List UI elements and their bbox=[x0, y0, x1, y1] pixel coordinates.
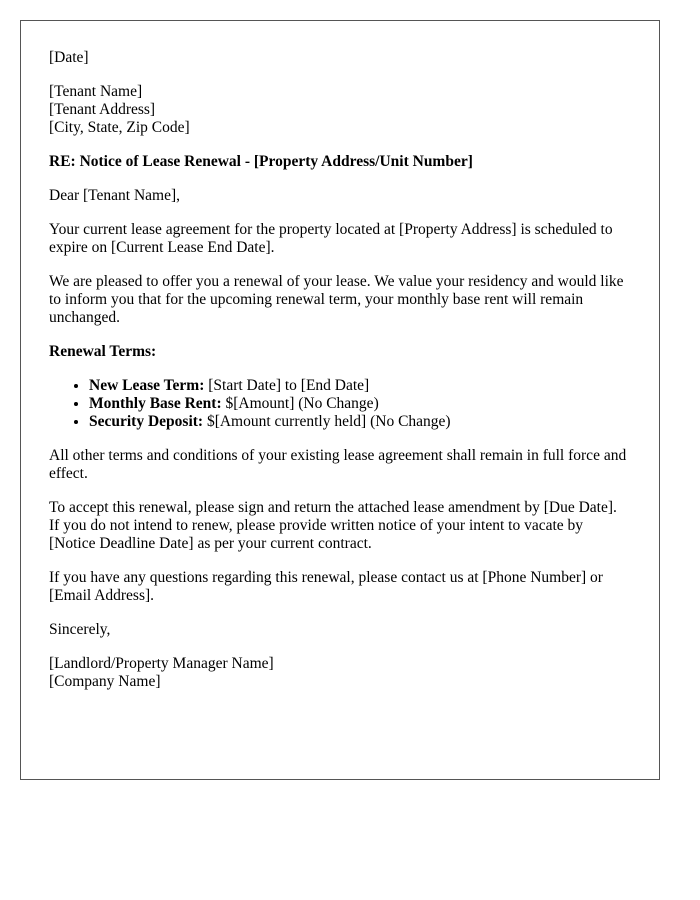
signatory-company: [Company Name] bbox=[49, 673, 161, 690]
renewal-term-label: New Lease Term: bbox=[89, 377, 205, 394]
signatory-name: [Landlord/Property Manager Name] bbox=[49, 655, 274, 672]
paragraph-renewal-offer: We are pleased to offer you a renewal of your lease. We value your residency and would like to inform you that for the upcoming renewal term, your monthly base rent will remain unchanged. bbox=[49, 273, 624, 326]
recipient-block bbox=[49, 83, 631, 137]
renewal-term-item bbox=[89, 377, 631, 395]
renewal-term-value: $[Amount currently held] (No Change) bbox=[203, 413, 451, 430]
letter-subject: RE: Notice of Lease Renewal - [Property Address/Unit Number] bbox=[49, 153, 473, 170]
letter-page bbox=[20, 20, 660, 780]
renewal-term-item bbox=[89, 413, 631, 431]
paragraph-acceptance-instructions: To accept this renewal, please sign and return the attached lease amendment by [Due Date]. If you do not intend to renew, please provide written notice of your intent to vacate by [Notice Deadline Date] as per your current contract. bbox=[49, 499, 617, 552]
signature-block bbox=[49, 655, 631, 691]
renewal-term-label: Security Deposit: bbox=[89, 413, 204, 430]
salutation: Dear [Tenant Name], bbox=[49, 187, 181, 204]
closing: Sincerely, bbox=[49, 621, 111, 638]
renewal-terms-heading: Renewal Terms: bbox=[49, 343, 157, 360]
renewal-term-value: [Start Date] to [End Date] bbox=[204, 377, 370, 394]
letter-date: [Date] bbox=[49, 49, 89, 66]
renewal-term-label: Monthly Base Rent: bbox=[89, 395, 222, 412]
renewal-term-item bbox=[89, 395, 631, 413]
renewal-terms-list bbox=[49, 377, 631, 431]
recipient-name: [Tenant Name] bbox=[49, 83, 143, 100]
renewal-term-value: $[Amount] (No Change) bbox=[221, 395, 379, 412]
recipient-city-state-zip: [City, State, Zip Code] bbox=[49, 119, 190, 136]
paragraph-contact-info: If you have any questions regarding this renewal, please contact us at [Phone Number] or [Email Address]. bbox=[49, 569, 603, 604]
paragraph-other-terms: All other terms and conditions of your existing lease agreement shall remain in full force and effect. bbox=[49, 447, 627, 482]
paragraph-lease-expiration: Your current lease agreement for the property located at [Property Address] is scheduled to expire on [Current Lease End Date]. bbox=[49, 221, 613, 256]
recipient-address: [Tenant Address] bbox=[49, 101, 156, 118]
